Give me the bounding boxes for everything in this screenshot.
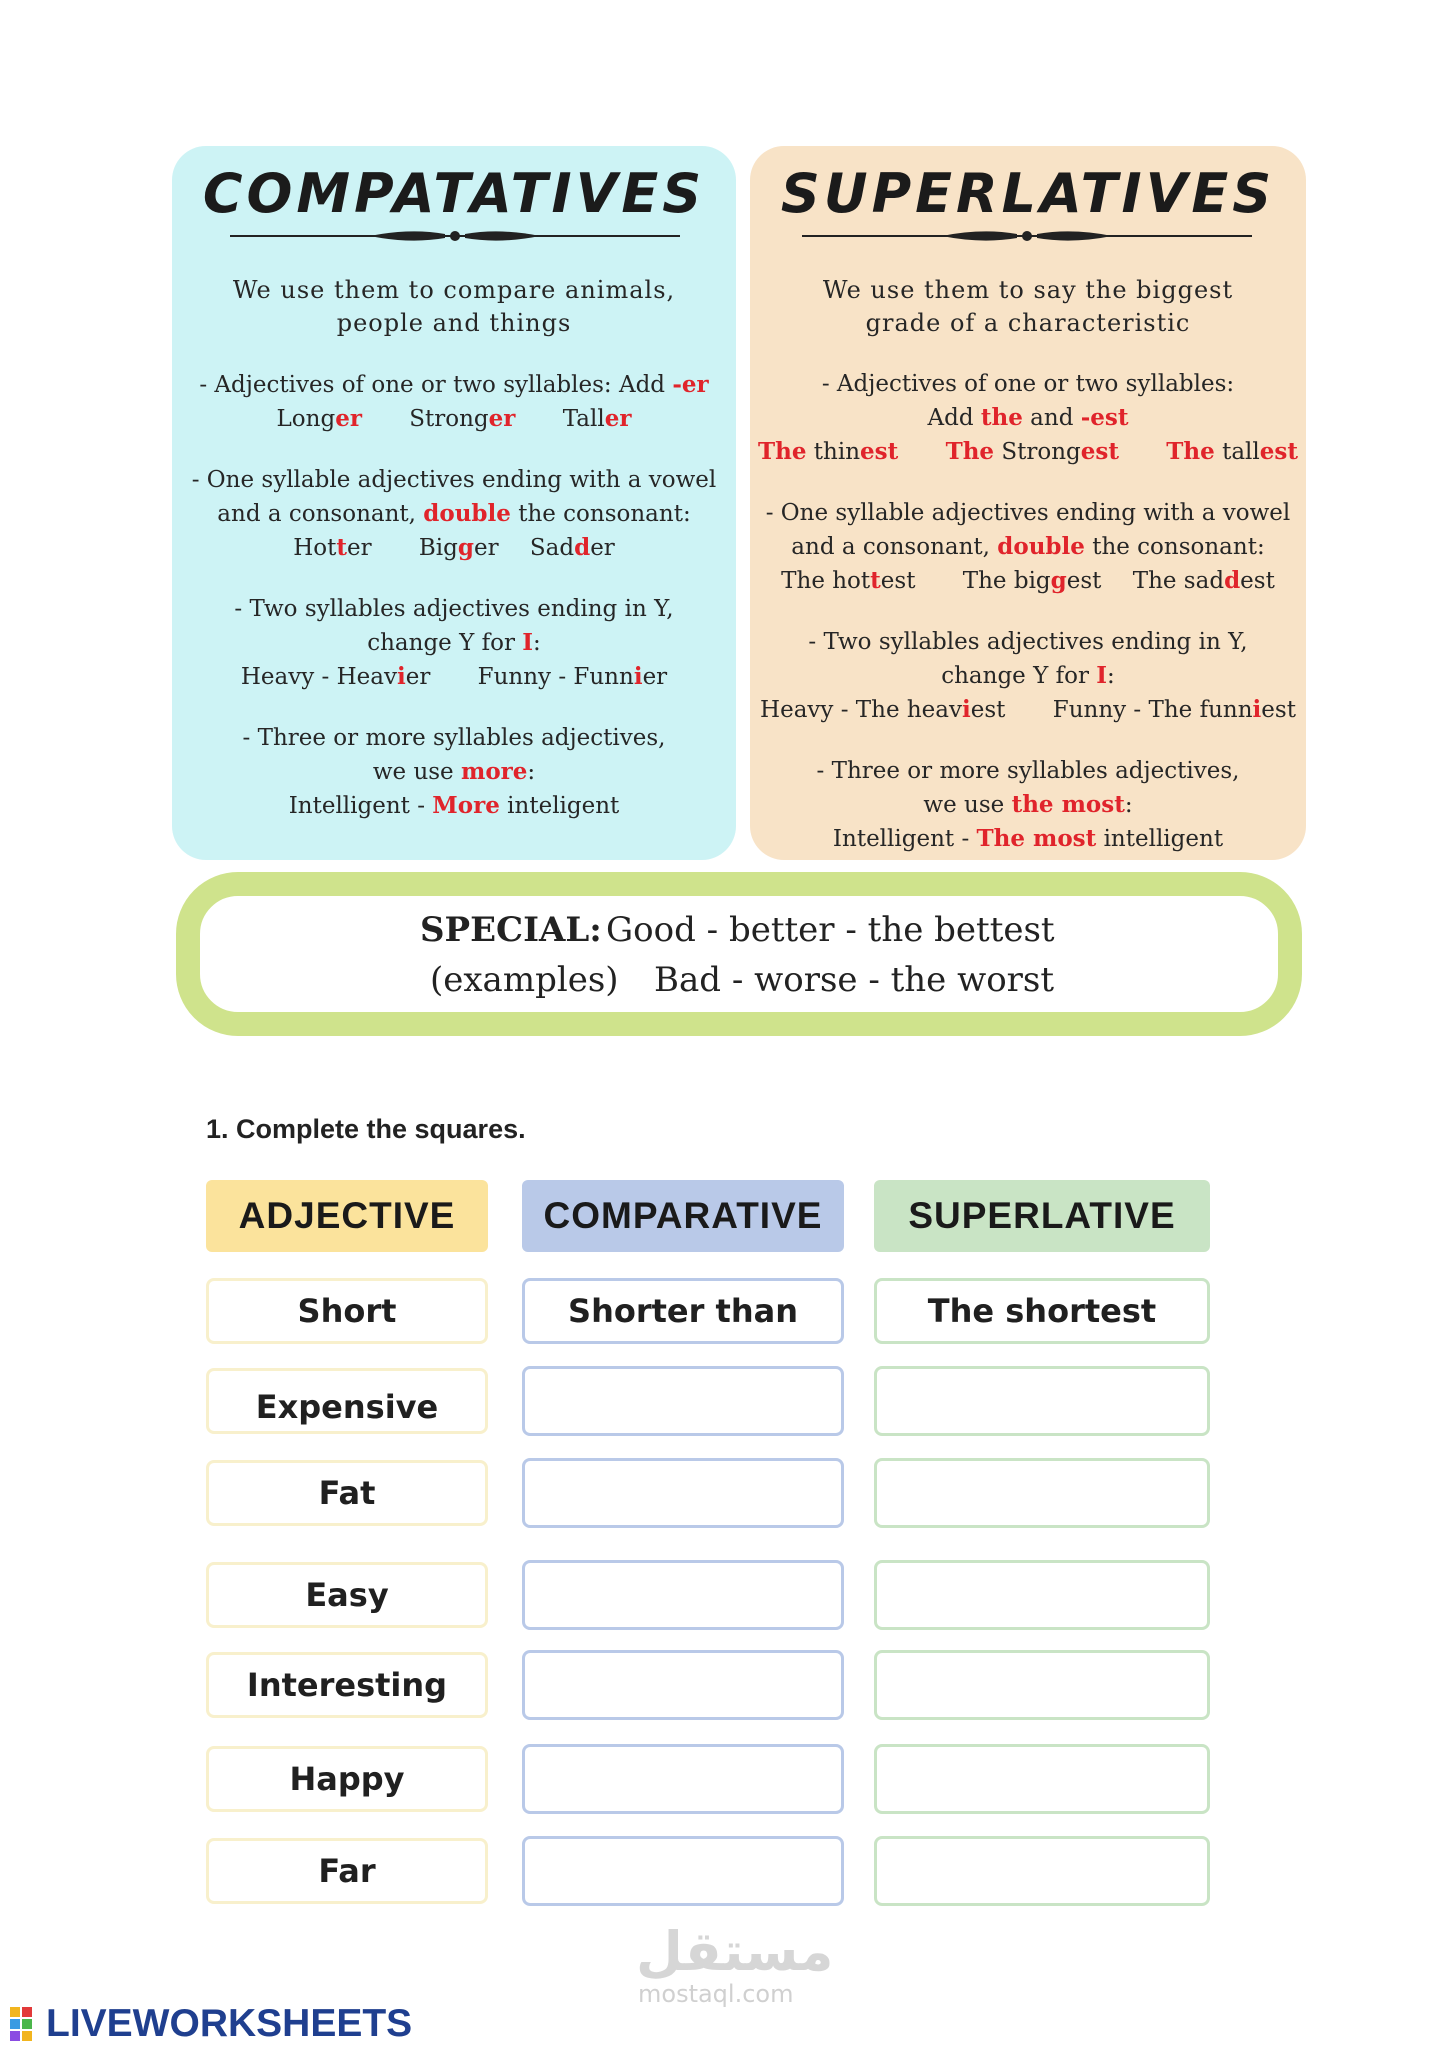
example-funniest: Funny - The funniest	[1052, 696, 1296, 723]
liveworksheets-grid-icon	[10, 2007, 46, 2041]
liveworksheets-wordmark: LIVEWORKSHEETS	[46, 2002, 413, 2045]
example-strongest: The Strongest	[945, 438, 1119, 465]
title-divider-ornament	[230, 226, 680, 246]
example-more-intelligent: Intelligent - More inteligent	[288, 792, 620, 819]
comparatives-rule-2: - One syllable adjectives ending with a vowel and a consonant, double the consonant: Hotter Bigger Sadder	[191, 467, 717, 561]
mostaql-watermark: مستقل	[636, 1920, 834, 1983]
adjective-cell: Short	[206, 1278, 488, 1344]
comparatives-rule-3: - Two syllables adjectives ending in Y, change Y for I: Heavy - Heavier Funny - Funnier	[234, 596, 674, 690]
superlative-answer-box[interactable]	[874, 1836, 1210, 1906]
header-adjective: ADJECTIVE	[206, 1180, 488, 1252]
example-taller: Taller	[562, 405, 632, 432]
comparatives-panel	[172, 146, 736, 860]
superlatives-rule-3: - Two syllables adjectives ending in Y, change Y for I: Heavy - The heaviest Funny - The funniest	[760, 629, 1296, 723]
adjective-cell: Interesting	[206, 1652, 488, 1718]
comparative-answer-box[interactable]	[522, 1560, 844, 1630]
adjective-cell: Happy	[206, 1746, 488, 1812]
example-biggest: The biggest	[962, 567, 1102, 594]
superlative-answer-box[interactable]	[874, 1366, 1210, 1436]
superlative-answer-box[interactable]	[874, 1744, 1210, 1814]
example-thinest: The thinest	[758, 438, 899, 465]
example-longer: Longer	[276, 405, 362, 432]
comparatives-body	[172, 274, 736, 851]
example-tallest: The tallest	[1166, 438, 1298, 465]
mostaql-watermark-url: mostaql.com	[638, 1980, 794, 2008]
example-sadder: Sadder	[529, 534, 615, 561]
comparative-answer-box[interactable]	[522, 1650, 844, 1720]
example-hottest: The hottest	[781, 567, 916, 594]
header-superlative: SUPERLATIVE	[874, 1180, 1210, 1252]
special-box	[176, 872, 1302, 1036]
example-heaviest: Heavy - The heaviest	[760, 696, 1006, 723]
superlatives-title: SUPERLATIVES	[780, 162, 1276, 225]
title-divider-ornament	[802, 226, 1252, 246]
comparative-answer-box[interactable]	[522, 1744, 844, 1814]
comparatives-rule-1: - Adjectives of one or two syllables: Add -er Longer Stronger Taller	[199, 371, 709, 432]
example-bigger: Bigger	[418, 534, 499, 561]
liveworksheets-logo[interactable]	[10, 2002, 412, 2046]
superlatives-panel	[750, 146, 1306, 860]
adjective-cell: Expensive	[206, 1368, 488, 1434]
header-comparative: COMPARATIVE	[522, 1180, 844, 1252]
superlative-answer-box[interactable]	[874, 1458, 1210, 1528]
example-funnier: Funny - Funnier	[477, 663, 668, 690]
special-line-1: Good - better - the bettest	[606, 910, 1055, 950]
example-saddest: The saddest	[1132, 567, 1275, 594]
superlatives-body	[750, 274, 1306, 884]
superlative-answer-box[interactable]	[874, 1650, 1210, 1720]
exercise-title: 1. Complete the squares.	[206, 1114, 526, 1144]
comparatives-intro: We use them to compare animals, people and things	[232, 276, 676, 337]
special-line-2: Bad - worse - the worst	[654, 960, 1055, 1000]
example-most-intelligent: Intelligent - The most intelligent	[832, 825, 1224, 852]
adjective-cell: Far	[206, 1838, 488, 1904]
superlative-answer-box[interactable]	[874, 1560, 1210, 1630]
superlatives-rule-4: - Three or more syllables adjectives, we use the most: Intelligent - The most intelligent	[750, 755, 1306, 856]
comparative-answer-box[interactable]	[522, 1836, 844, 1906]
example-hotter: Hotter	[293, 534, 372, 561]
adjective-cell: Easy	[206, 1562, 488, 1628]
comparatives-title: COMPATATIVES	[202, 162, 706, 225]
comparative-answer-box[interactable]	[522, 1458, 844, 1528]
comparative-answer-box[interactable]	[522, 1366, 844, 1436]
superlatives-intro: We use them to say the biggest grade of a characteristic	[822, 276, 1234, 337]
special-label: SPECIAL:	[420, 910, 602, 950]
superlative-answer-box[interactable]: The shortest	[874, 1278, 1210, 1344]
example-heavier: Heavy - Heavier	[240, 663, 431, 690]
comparatives-rule-4: - Three or more syllables adjectives, we use more: Intelligent - More inteligent	[172, 722, 736, 823]
adjective-cell: Fat	[206, 1460, 488, 1526]
comparative-answer-box[interactable]: Shorter than	[522, 1278, 844, 1344]
superlatives-rule-1: - Adjectives of one or two syllables: Add the and -est The thinest The Strongest The tallest	[758, 371, 1298, 465]
example-stronger: Stronger	[409, 405, 516, 432]
superlatives-rule-2: - One syllable adjectives ending with a vowel and a consonant, double the consonant: The hottest The biggest The saddest	[765, 500, 1291, 594]
special-sublabel: (examples)	[430, 960, 619, 1000]
